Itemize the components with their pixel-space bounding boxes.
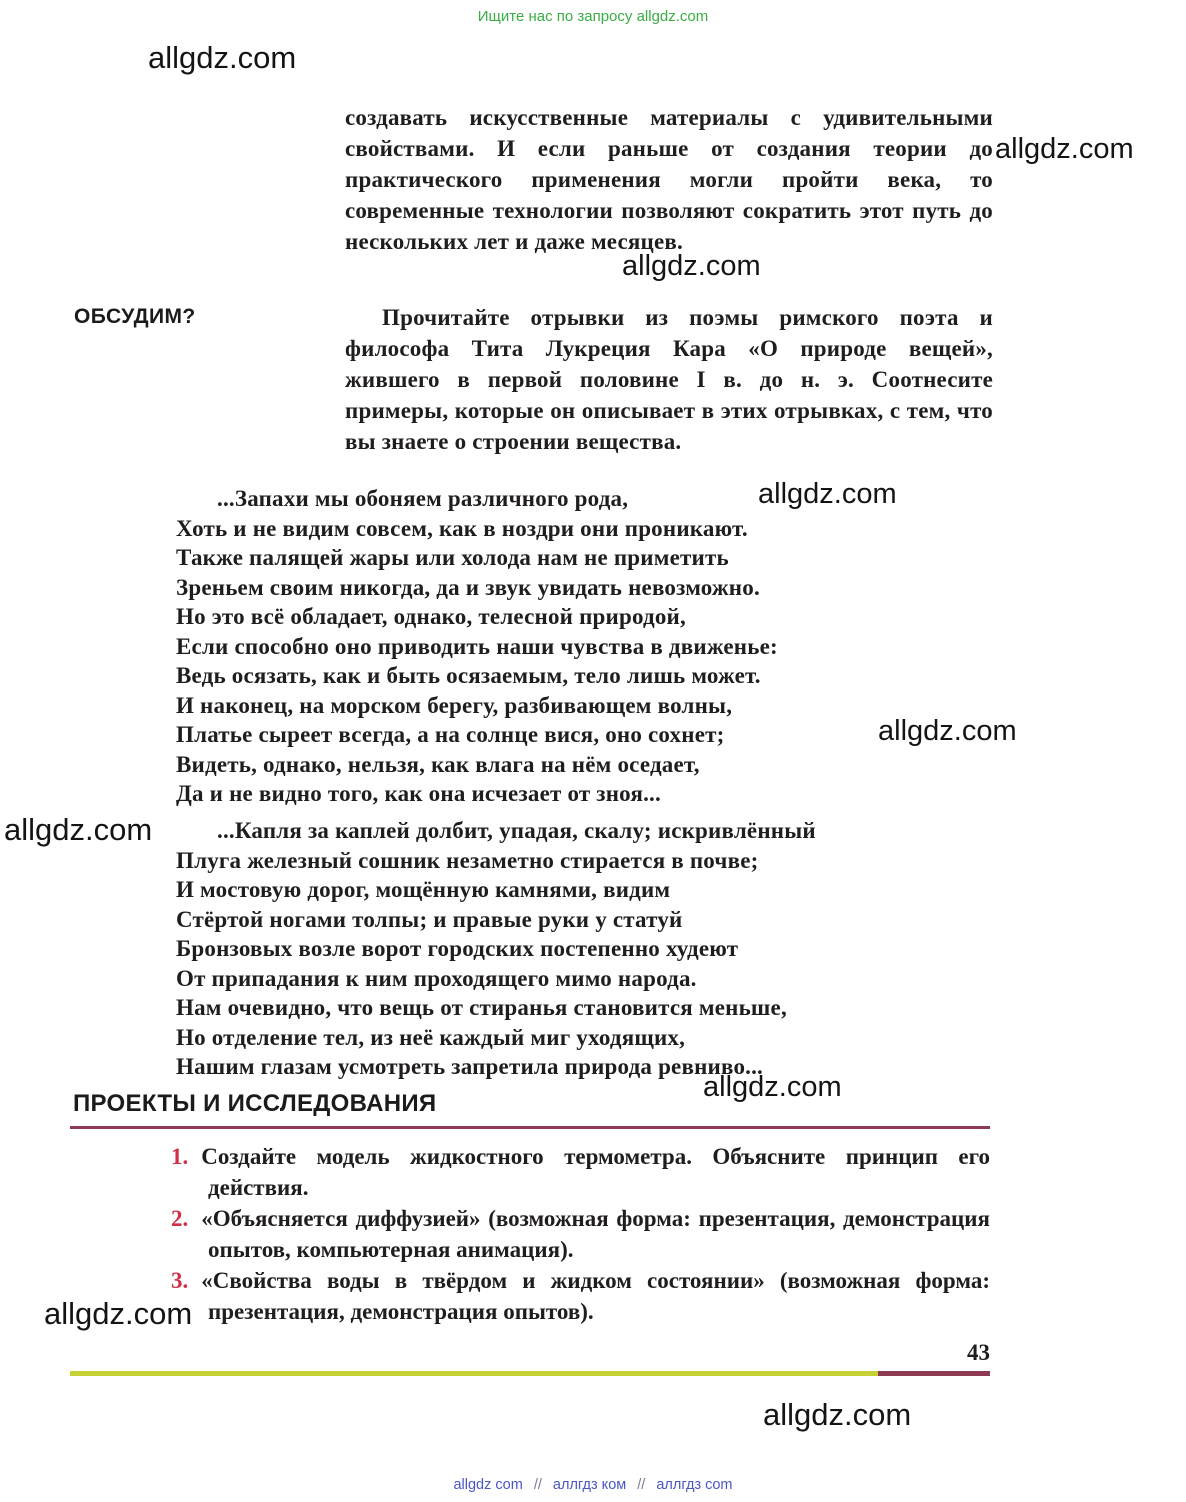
poem-line: Зреньем своим никогда, да и звук увидать невозможно. bbox=[176, 574, 760, 600]
poem-line: И наконец, на морском берегу, разбивающем волны, bbox=[176, 692, 733, 718]
footer-separator: // bbox=[637, 1477, 646, 1493]
project-number: 3. bbox=[171, 1268, 189, 1293]
poem-line: Видеть, однако, нельзя, как влага на нём оседает, bbox=[176, 751, 700, 777]
projects-underline bbox=[70, 1126, 990, 1129]
footer-link-3[interactable]: аллгдз com bbox=[656, 1477, 733, 1493]
poem-line: Но это всё обладает, однако, телесной природой, bbox=[176, 604, 686, 629]
project-text: Создайте модель жидкостного термометра. Объясните принцип его действия. bbox=[201, 1144, 990, 1200]
poem-line: Но отделение тел, из неё каждый миг уходящих, bbox=[176, 1024, 686, 1050]
watermark: allgdz.com bbox=[995, 133, 1134, 165]
poem-line: Если способно оно приводить наши чувства в движенье: bbox=[176, 633, 778, 659]
poem-line: Также палящей жары или холода нам не приметить bbox=[176, 545, 729, 570]
discuss-heading: ОБСУДИМ? bbox=[74, 305, 196, 328]
projects-list bbox=[171, 1141, 990, 1327]
project-text: «Свойства воды в твёрдом и жидком состоянии» (возможная форма: презентация, демонстрация опытов). bbox=[201, 1268, 990, 1324]
project-number: 2. bbox=[171, 1206, 189, 1231]
poem-line: От припадания к ним проходящего мимо народа. bbox=[176, 965, 697, 991]
poem-excerpt-1 bbox=[176, 484, 778, 809]
poem-line: Бронзовых возле ворот городских постепенно худеют bbox=[176, 936, 739, 961]
project-text: «Объясняется диффузией» (возможная форма: презентация, демонстрация опытов, компьютерная анимация). bbox=[201, 1206, 990, 1262]
watermark: allgdz.com bbox=[44, 1296, 193, 1331]
watermark: allgdz.com bbox=[622, 250, 761, 282]
top-banner-text: Ищите нас по запросу allgdz.com bbox=[477, 8, 709, 25]
bottom-rule-maroon-segment bbox=[878, 1371, 990, 1376]
bottom-rule-green-segment bbox=[70, 1371, 878, 1376]
watermark: allgdz.com bbox=[148, 40, 297, 75]
poem-line: Хоть и не видим совсем, как в ноздри они проникают. bbox=[176, 515, 748, 541]
project-item bbox=[171, 1141, 990, 1203]
bottom-rule bbox=[70, 1371, 990, 1376]
intro-paragraph: создавать искусственные материалы с удивительными свойствами. И если раньше от создания теории до практического применения могли пройти века, то современные технологии позволяют сократить этот путь до нескольких лет и даже месяцев. bbox=[345, 105, 993, 254]
watermark: allgdz.com bbox=[703, 1071, 842, 1103]
poem-line: Стёртой ногами толпы; и правые руки у статуй bbox=[176, 906, 683, 932]
project-item bbox=[171, 1203, 990, 1265]
poem-excerpt-2 bbox=[176, 816, 816, 1082]
poem-line: Нашим глазам усмотреть запретила природа ревниво... bbox=[176, 1054, 764, 1079]
watermark: allgdz.com bbox=[4, 812, 153, 847]
poem-line: Плуга железный сошник незаметно стирается в почве; bbox=[176, 847, 759, 873]
page-number: 43 bbox=[967, 1340, 990, 1365]
projects-heading: ПРОЕКТЫ И ИССЛЕДОВАНИЯ bbox=[73, 1090, 437, 1117]
poem-line: Платье сыреет всегда, а на солнце вися, оно сохнет; bbox=[176, 722, 725, 747]
project-number: 1. bbox=[171, 1144, 189, 1169]
footer-link-2[interactable]: аллгдз ком bbox=[552, 1477, 627, 1493]
footer-link-1[interactable]: allgdz com bbox=[453, 1477, 523, 1493]
poem-line: Да и не видно того, как она исчезает от зноя... bbox=[176, 781, 661, 806]
project-item bbox=[171, 1265, 990, 1327]
watermark: allgdz.com bbox=[763, 1397, 912, 1432]
watermark: allgdz.com bbox=[878, 715, 1017, 747]
footer bbox=[0, 1477, 1186, 1493]
footer-separator: // bbox=[533, 1477, 542, 1493]
poem-line: Ведь осязать, как и быть осязаемым, тело лишь может. bbox=[176, 663, 761, 688]
poem-line: И мостовую дорог, мощённую камнями, видим bbox=[176, 877, 671, 902]
poem-line: Нам очевидно, что вещь от стиранья становится меньше, bbox=[176, 995, 787, 1020]
discuss-paragraph: Прочитайте отрывки из поэмы римского поэта и философа Тита Лукреция Кара «О природе вещей», жившего в первой половине I в. до н. э. Соотнесите примеры, которые он описывает в этих отрывках, с тем, что вы знаете о строении вещества. bbox=[345, 305, 993, 454]
poem-line: ...Запахи мы обоняем различного рода, bbox=[217, 486, 629, 511]
poem-line: ...Капля за каплей долбит, упадая, скалу; искривлённый bbox=[217, 818, 816, 843]
watermark: allgdz.com bbox=[758, 478, 897, 510]
